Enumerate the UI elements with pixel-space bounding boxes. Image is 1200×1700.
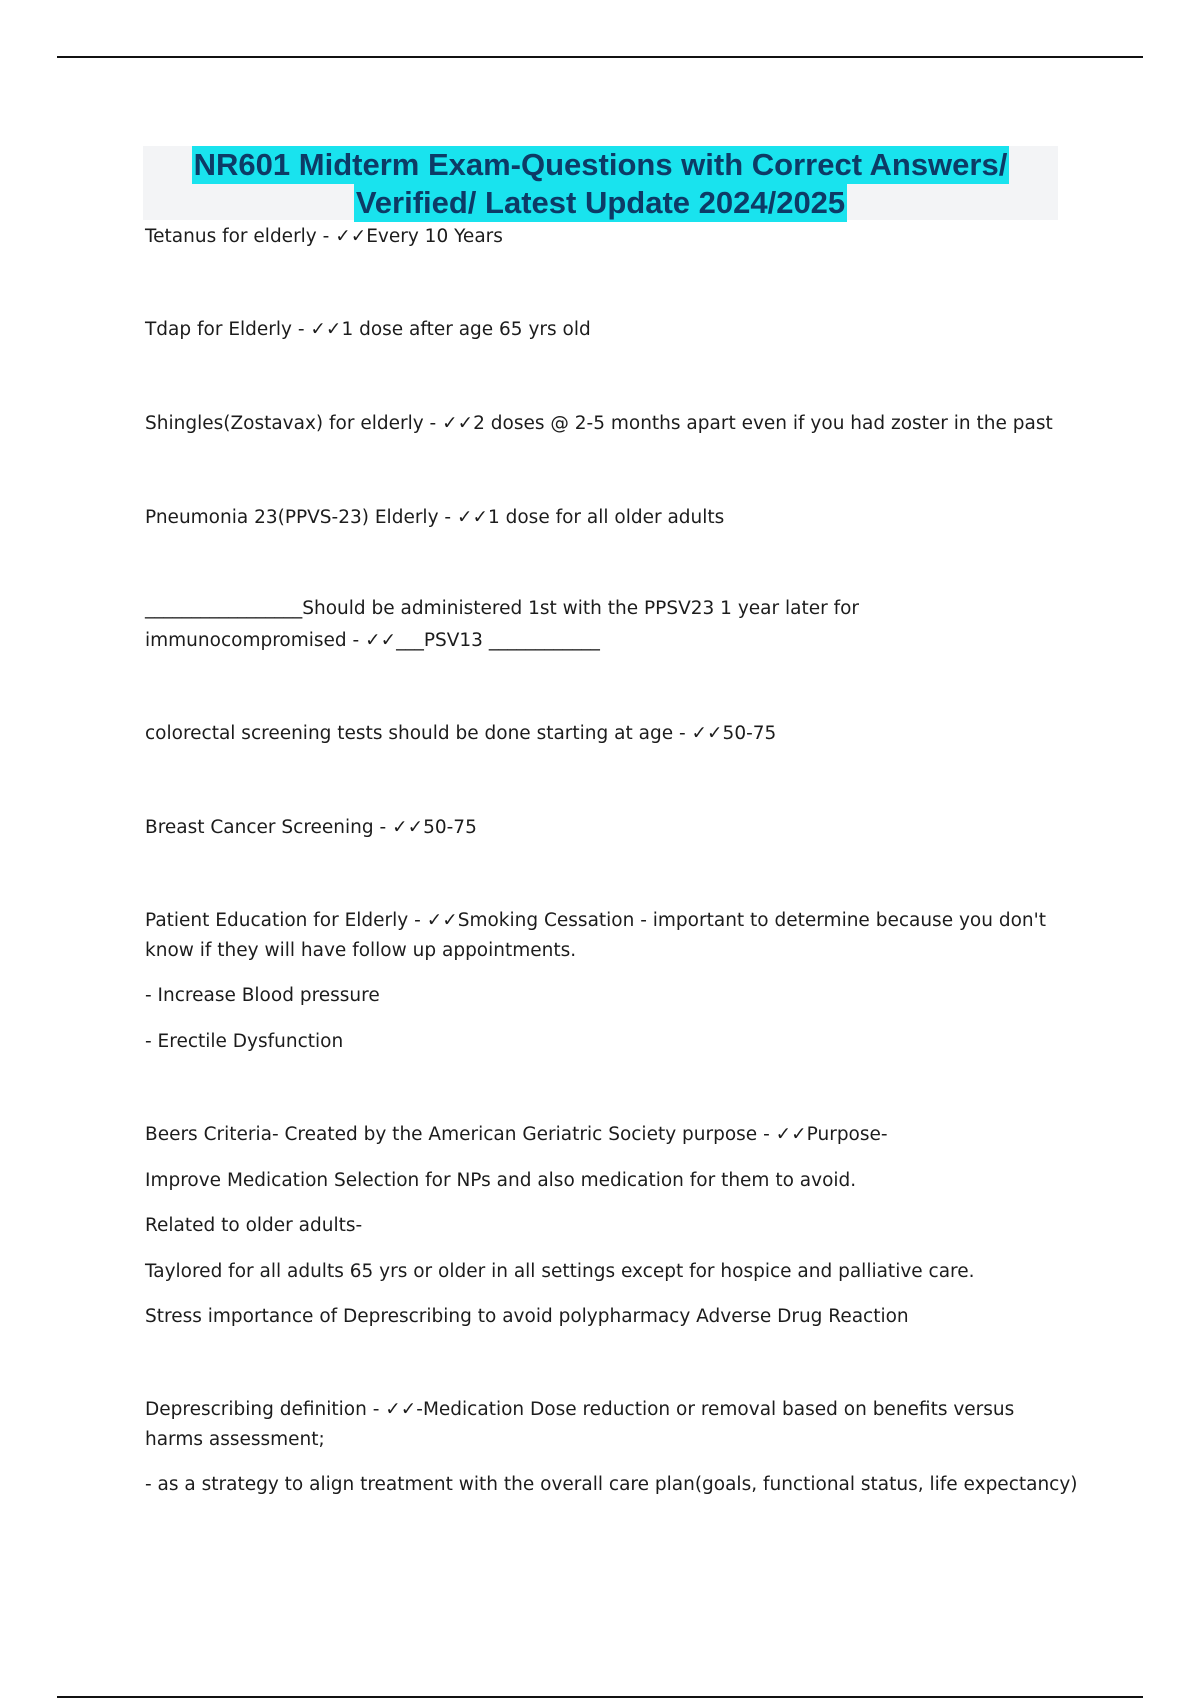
entry-deprescribing: [145, 1395, 1075, 1425]
question-text: Pneumonia 23(PPVS-23) Elderly -: [145, 507, 457, 528]
entry-breast-cancer: [145, 813, 1075, 843]
answer-text: - as a strategy to align treatment with the overall care plan(goals, functional status, life expectancy): [145, 1474, 1078, 1495]
double-check-icon: ✓✓: [365, 630, 397, 651]
double-check-icon: ✓✓: [691, 723, 723, 744]
answer-text: -Medication Dose reduction or removal based on benefits versus: [416, 1399, 1015, 1420]
question-text: Tdap for Elderly -: [145, 319, 311, 340]
double-check-icon: ✓✓: [310, 319, 342, 340]
beers-line-5: [145, 1302, 1075, 1332]
bullet-text: - Increase Blood pressure: [145, 985, 380, 1006]
question-text: Shingles(Zostavax) for elderly -: [145, 413, 443, 434]
answer-text: Purpose-: [806, 1124, 888, 1145]
entry-colorectal: [145, 719, 1075, 749]
double-check-icon: ✓✓: [335, 226, 367, 247]
entry-patient-education: [145, 906, 1075, 936]
answer-text: harms assessment;: [145, 1429, 325, 1450]
question-text: Patient Education for Elderly -: [145, 910, 427, 931]
answer-text: Every 10 Years: [366, 226, 503, 247]
title-line-2: Verified/ Latest Update 2024/2025: [355, 185, 846, 220]
answer-text: 1 dose after age 65 yrs old: [341, 319, 591, 340]
title-line-1: NR601 Midterm Exam-Questions with Correct Answers/: [193, 147, 1008, 182]
deprescribing-line-2: [145, 1425, 1075, 1455]
double-check-icon: ✓✓: [775, 1124, 807, 1145]
double-check-icon: ✓✓: [392, 817, 424, 838]
double-check-icon: ✓✓: [385, 1399, 417, 1420]
answer-text: Related to older adults-: [145, 1215, 363, 1236]
entry-pneumonia: [145, 503, 1075, 533]
answer-text: Smoking Cessation - important to determine because you don't: [457, 910, 1046, 931]
entry-tetanus: [145, 222, 1075, 252]
double-check-icon: ✓✓: [456, 507, 488, 528]
answer-text: 1 dose for all older adults: [487, 507, 725, 528]
bullet-blood-pressure: [145, 981, 1075, 1011]
answer-text: Taylored for all adults 65 yrs or older in all settings except for hospice and palliative care.: [145, 1261, 975, 1282]
bullet-erectile-dysfunction: [145, 1027, 1075, 1057]
top-rule: [57, 56, 1143, 58]
bottom-rule: [57, 1696, 1143, 1698]
entry-tdap: [145, 315, 1075, 345]
answer-text: Improve Medication Selection for NPs and also medication for them to avoid.: [145, 1170, 857, 1191]
beers-line-2: [145, 1166, 1075, 1196]
beers-line-4: [145, 1257, 1075, 1287]
document-title: [143, 146, 1058, 220]
answer-text: 50-75: [423, 817, 477, 838]
beers-line-3: [145, 1211, 1075, 1241]
double-check-icon: ✓✓: [442, 413, 474, 434]
answer-text: 50-75: [722, 723, 777, 744]
entry-psv13-line2: [145, 626, 1075, 656]
double-check-icon: ✓✓: [426, 910, 458, 931]
question-text: Deprescribing definition -: [145, 1399, 386, 1420]
question-text: Tetanus for elderly -: [145, 226, 336, 247]
question-text: Beers Criteria- Created by the American Geriatric Society purpose -: [145, 1124, 776, 1145]
answer-text: know if they will have follow up appointments.: [145, 940, 577, 961]
answer-text: ___PSV13 ____________: [396, 630, 600, 651]
entry-psv13-line1: [145, 594, 1075, 624]
question-text: _________________Should be administered 1st with the PPSV23 1 year later for: [145, 598, 860, 619]
answer-text: 2 doses @ 2-5 months apart even if you had zoster in the past: [473, 413, 1053, 434]
question-text: colorectal screening tests should be done starting at age -: [145, 723, 692, 744]
entry-patient-education-line2: [145, 936, 1075, 966]
deprescribing-line-3: [145, 1470, 1078, 1500]
question-text: immunocompromised -: [145, 630, 366, 651]
answer-text: Stress importance of Deprescribing to avoid polypharmacy Adverse Drug Reaction: [145, 1306, 909, 1327]
entry-shingles: [145, 409, 1075, 439]
entry-beers-criteria: [145, 1120, 1075, 1150]
question-text: Breast Cancer Screening -: [145, 817, 393, 838]
bullet-text: - Erectile Dysfunction: [145, 1031, 344, 1052]
